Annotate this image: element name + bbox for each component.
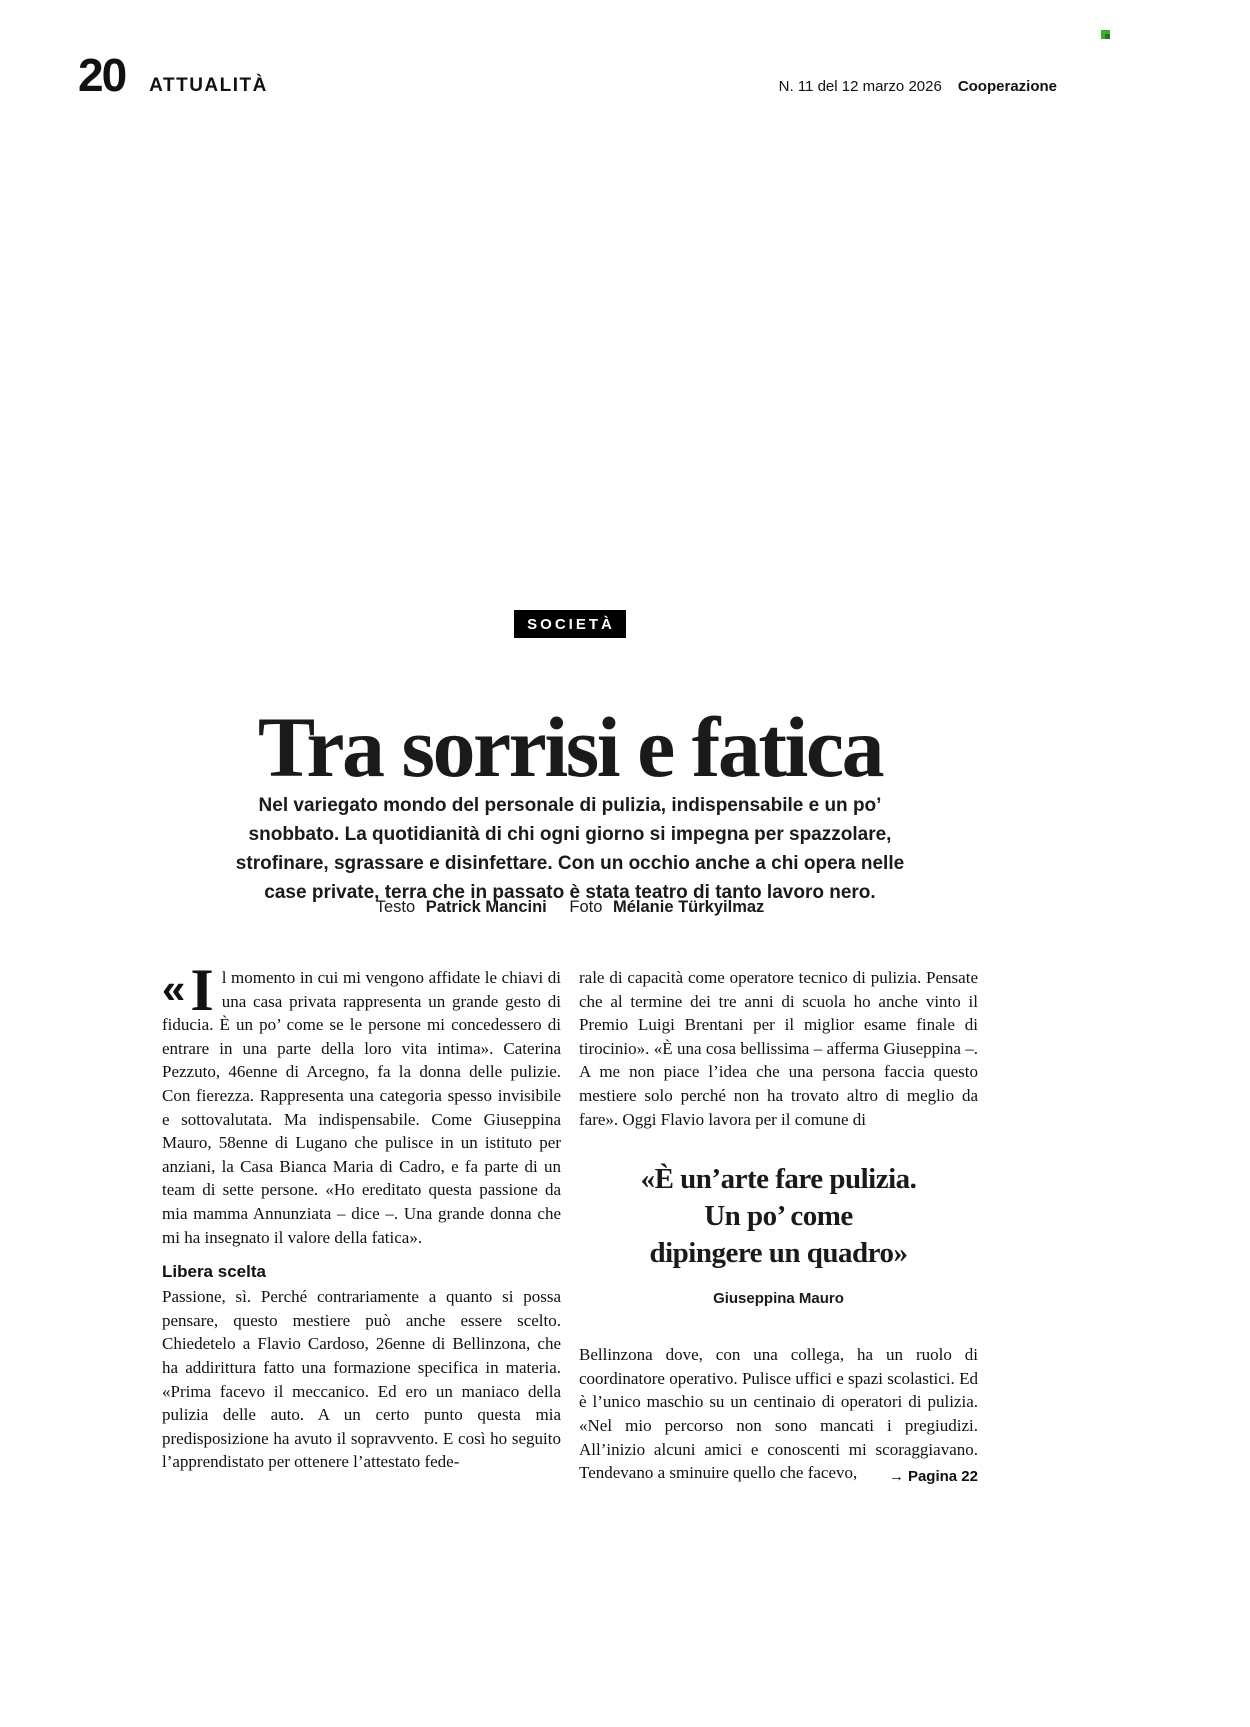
byline [162,898,978,917]
paragraph [162,957,561,1249]
paragraph-text: l momento in cui mi vengono affidate le chiavi di una casa privata rappresenta un grande gesto di fiducia. È un po’ come se le persone mi concedessero di entrare in una parte della loro vita intima». Caterina Pezzuto, 46enne di Arcegno, fa la donna delle pulizie. Con fierezza. Rappresenta una categoria spesso invisibile e sottovalutata. Ma indispensabile. Come Giuseppina Mauro, 58enne di Lugano che pulisce in un istituto per anziani, la Casa Bianca Maria di Cadro, e fa parte di un team di sette persone. «Ho ereditato questa passione da mia mamma Annunziata – dice –. Una grande donna che mi ha insegnato il valore della fatica». [162,968,561,1247]
continuation-page-label: Pagina 22 [907,1468,978,1486]
byline-text-label: Testo [375,898,416,916]
body-columns [162,957,978,1489]
article-deck: Nel variegato mondo del personale di pulizia, indispensabile e un po’ snobbato. La quotidianità di chi ogni giorno si impegna per spazzolare, strofinare, sgrassare e disinfettare. Con un occhio anche a chi opera nelle case private, terra che in passato è stata teatro di tanto lavoro nero. [235,795,905,903]
paragraph [579,1343,978,1485]
magazine-name: Cooperazione [957,78,1057,95]
section-title: ATTUALITÀ [149,75,268,96]
byline-photographer: Mélanie Türkyilmaz [612,898,765,916]
pull-quote-line: dipingere un quadro» [649,1237,908,1270]
page-header [78,49,1057,101]
article-title: Tra sorrisi e fatica [257,698,883,795]
arrow-right-icon: → [888,1468,904,1486]
pull-quote-line: «È un’arte fare pulizia. [640,1163,917,1196]
continuation-reference [889,1465,978,1489]
page-number: 20 [78,49,126,101]
issue-info [779,78,1057,95]
byline-author: Patrick Mancini [425,898,547,916]
kicker-badge: SOCIETÀ [514,610,626,638]
byline-photo-label: Foto [569,898,603,916]
paragraph [579,966,978,1131]
opening-quote-mark: « [162,965,183,1012]
column-right [579,966,978,1489]
paragraph [162,1285,561,1474]
kicker-row [162,610,978,638]
drop-cap: I [190,957,214,1023]
paragraph-text: rale di capacità come operatore tecnico di pulizia. Pensate che al termine dei tre anni di scuola ho anche vinto il Premio Luigi Brentani per il miglior esame finale di tirocinio». «È una cosa bellissima – afferma Giuseppina –. A me non piace l’idea che una persona faccia questo mestiere solo perché non ha trovato altro di meglio da fare». Oggi Flavio lavora per il comune di [579,968,978,1129]
issue-date: N. 11 del 12 marzo 2026 [778,78,942,95]
pull-quote-attribution: Giuseppina Mauro [713,1290,844,1308]
pull-quote [579,1161,978,1272]
pull-quote-line: Un po’ come [704,1200,853,1233]
print-registration-mark [1101,30,1110,39]
subheading: Libera scelta [162,1262,266,1282]
column-left [162,957,561,1489]
paragraph-text: Passione, sì. Perché contrariamente a quanto si possa pensare, questo mestiere può anche essere scelto. Chiedetelo a Flavio Cardoso, 26enne di Bellinzona, che ha addirittura fatto una formazione specifica in materia. «Prima facevo il meccanico. Ed ero un maniaco della pulizia delle auto. A un certo punto questa mia predisposizione ha avuto il sopravvento. E così ho seguito l’apprendistato per ottenere l’attestato fede- [162,1287,561,1472]
paragraph-text: Bellinzona dove, con una collega, ha un ruolo di coordinatore operativo. Pulisce uffici e spazi scolastici. Ed è l’unico maschio su un centinaio di operatori di pulizia. «Nel mio percorso non sono mancati i pregiudizi. All’inizio alcuni amici e conoscenti mi scoraggiavano. Tendevano a sminuire quello che facevo, [579,1345,978,1483]
